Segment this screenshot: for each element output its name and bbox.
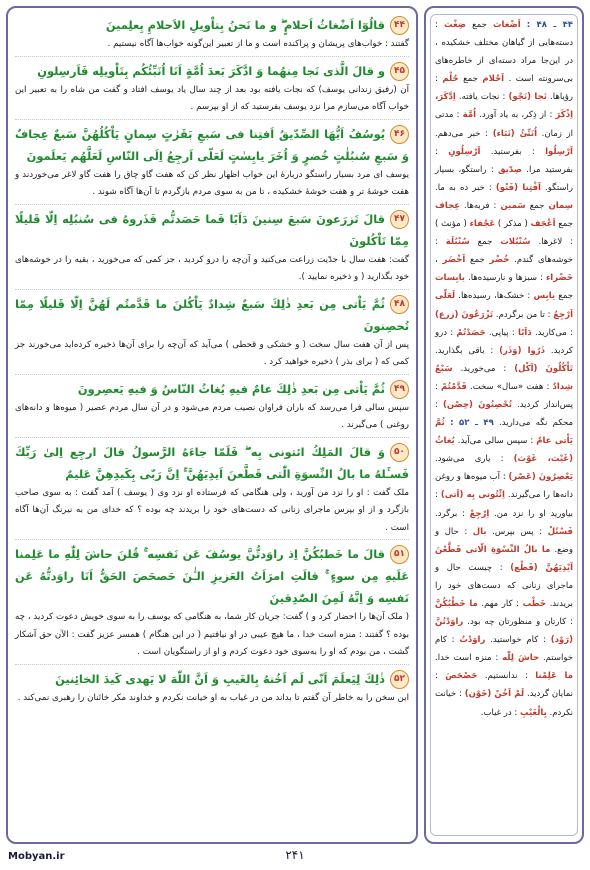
vocab-definition: : یاری می‌شود.	[435, 454, 514, 465]
vocab-definition: : محکم نگه می‌دارید.	[435, 399, 573, 429]
vocab-term: اَرْسِلُوا	[545, 146, 573, 157]
verse-arabic	[15, 293, 409, 337]
vocab-term: خَضْراء	[545, 273, 573, 284]
verse-number-badge: ۴۹	[390, 380, 409, 399]
vocab-definition: : منزه است خدا.	[435, 653, 503, 664]
vocab-definition: جمع	[458, 74, 483, 85]
page-number: ۲۴۱	[285, 848, 305, 862]
verse-translation: ملک گفت : او را نزد من آورید ، ولی هنگامی که فرستاده او نزد وی ( یوسف ) آمد گفت : به سوی صاحب بازگرد و از او بپرس ماجرای زنانی که دست‌های خود را بریدند چه بوده ؟ که خدای من به نیرنگ آن‌ها آگاه است .	[15, 487, 409, 533]
verse-arabic	[15, 123, 409, 167]
verse-arabic-text: ثُمَّ يَاْتى مِن بَعدِ ذٰلِكَ سَبعٌ شِدادٌ يَاْكُلنَ ما قَدَّمتُم لَهُنَّ اِلّا قَليلًا مِمّا تُحصِنونَ	[15, 296, 409, 333]
vocab-term: اِدَّكَرَ، اِذْكَرَ	[435, 92, 574, 121]
vocab-definition: : خبر ده به ما.	[435, 182, 496, 193]
vocab-term: اَخْضَر	[442, 255, 466, 266]
section-range: ۴۴ ـ ۴۸ :	[526, 20, 573, 30]
verse-translation: یوسف ای مرد بسیار راستگو دربارهٔ این خواب اظهار نظر کن که هفت گاو چاق را هفت گاو لاغر می‌خوردند و هفت خوشهٔ تر و هفت خوشهٔ خشکیده ، تا من به سوی مردم بازگردم تا آن‌ها آگاه شوند .	[15, 169, 409, 197]
verse-divider	[15, 374, 409, 375]
verse-divider	[15, 204, 409, 205]
verse-number-badge: ۴۸	[390, 295, 409, 314]
vocab-definition: : حال و وضع.	[435, 526, 573, 555]
vocab-definition: : کارتان و منظورتان چه بود.	[463, 617, 573, 628]
vocab-term: تَاْكُلُونَ (اَكْل)	[514, 363, 573, 374]
vocab-definition: : خوشه‌های گندم.	[435, 237, 573, 266]
vocab-definition: : از ذِکر، به یاد آورد.	[476, 110, 556, 121]
verse-arabic	[15, 60, 409, 82]
vocab-definition: جمع	[465, 255, 490, 266]
vocab-definition: : مدتی از زمان.	[435, 110, 574, 139]
vocab-term: سِمان	[548, 200, 573, 211]
verses-panel	[6, 6, 418, 844]
vocab-term: تُحْصِنُونَ (حِصْن)	[442, 399, 512, 410]
vocab-term: اِئْتُونى بِه (اَتى)	[440, 490, 505, 501]
vocab-term: ثُمَّ يَاْتى عامٌ	[435, 418, 573, 447]
verse-arabic	[15, 208, 409, 252]
vocab-definition: : کام خواستید.	[485, 635, 551, 646]
verse-translation: ( ملک آن‌ها را احضار کرد و ) گفت: جریان کار شما، به هنگامی که یوسف را به سوی خویش دعوت کردید ، چه بوده ؟ گفتند : منزه است خدا ، ما هیچ عیبی در او نیافتیم ( در این هنگام ) همسر عزیز گفت : الآن حق آشکار گشت ، من بودم که او را به‌سوی خود دعوت کردم و او از راستگویان است .	[15, 612, 409, 657]
vocab-definition: : پس بپرس.	[486, 526, 548, 537]
vocab-term: ما عَلِمْنا	[535, 671, 573, 682]
vocab-term: خُضْر	[489, 255, 510, 266]
vocab-definition: جمع	[466, 20, 493, 30]
verse-number-badge: ۵۰	[390, 443, 409, 462]
vocab-term: صِدّيق	[498, 164, 522, 175]
vocab-term: قَدَّمْتُمْ	[441, 381, 467, 392]
vocab-term: حاشَ لِلّٰه	[502, 653, 540, 664]
verse-translation: این سخن را به خاطر آن گفتم تا بداند من در غیاب به او خیانت نکردم و خداوند مکر خائنان را رهبری نمی‌کند .	[17, 692, 409, 703]
vocab-definition: : درو کردید.	[435, 327, 573, 356]
verse-divider	[15, 437, 409, 438]
vocab-definition: : پس‌انداز کردید.	[435, 381, 573, 410]
vocabulary-panel	[424, 6, 584, 844]
verse-block	[15, 441, 409, 538]
verse-divider	[15, 539, 409, 540]
verse-arabic	[15, 14, 409, 36]
vocab-term: اِرْجِعْ	[469, 508, 490, 519]
verse-number-badge: ۴۶	[390, 125, 409, 144]
verse-arabic	[15, 378, 409, 400]
vocab-term: راوَدْتُنَّ (رَوْد)	[435, 617, 573, 646]
verse-arabic-text: قالُوٓا اَضْغاثُ اَحلامٍ ۖ و ما نَحنُ بِتاْويلِ الاَحلامِ بِعلِمينَ	[105, 18, 385, 32]
vocab-definition: : رؤیاها.	[435, 74, 573, 103]
vocab-definition: : خبر می‌دهم.	[435, 128, 493, 139]
vocab-term: حَصْحَصَ	[445, 671, 478, 682]
vocab-term: خَطْب	[522, 599, 546, 609]
site-watermark: Mobyan.ir	[8, 851, 65, 862]
vocab-term: عِجاف	[435, 200, 460, 211]
vocab-definition: : سبزها و نارسیده‌ها.	[464, 273, 546, 284]
verse-divider	[15, 56, 409, 57]
vocab-term: دَاَبًا	[518, 327, 532, 338]
vocab-term: سَمين	[500, 200, 526, 211]
verse-translation: گفتند : خواب‌های پریشان و پراکنده است و ما از تعبیر این‌گونه خواب‌ها آگاه نیستیم .	[107, 39, 409, 49]
vocab-term: نَجا (نَجْو)	[508, 92, 547, 103]
vocab-term: سُنْبُلَة	[445, 237, 470, 248]
vocab-term: اُمَّة	[462, 110, 477, 121]
vocab-term: حُلْم	[442, 74, 459, 85]
vocab-definition: : دسته‌هایی از گیاهان مختلف خشکیده ، در این‌جا مراد دسته‌ای از خاطره‌های بی‌سرونته است .	[435, 20, 573, 85]
vocab-definition: : کار مهم.	[477, 599, 523, 609]
verse-block	[15, 668, 409, 708]
vocab-definition: : پیاپی.	[485, 327, 519, 338]
verse-number-badge: ۵۱	[390, 545, 409, 564]
vocab-term: لَعَلّى اَرْجِعُ	[435, 291, 573, 320]
vocab-definition: : می‌خورید.	[452, 363, 515, 374]
vocab-definition: : راستگو، بسیار راستگو.	[435, 164, 573, 193]
vocab-definition: : چیست حال و ماجرای زنانی که دست‌های خود را بریدند.	[435, 562, 573, 609]
verse-arabic-text: ثُمَّ يَاْتى مِن بَعدِ ذٰلِكَ عامٌ فيهِ يُغاثُ النّاسُ وَ فيهِ يَعصِرونَ	[77, 381, 385, 396]
vocab-term: يابِس	[533, 291, 556, 302]
vocab-definition: : بفرستید مرا.	[435, 146, 573, 175]
section-range: ۴۹ ـ ۵۲ :	[450, 418, 494, 429]
vocab-term: يُغاثُ (غَيْث، غَوْث)	[435, 436, 573, 465]
verse-translation: آن (رفیق زندانی یوسف) که نجات یافته بود بعد از چند سال یاد یوسف افتاد و گفت من شاه را به تعبیر این خواب آگاه می‌سازم مرا نزد یوسف بفرستید که از او بپرسم .	[15, 84, 409, 112]
vocab-definition: : خشک‌ها، رسیده‌ها.	[455, 291, 534, 302]
verse-arabic-text: وَ قالَ المَلِكُ ائتونى بِه ۖ فَلَمّا جاءَهُ الرَّسولُ قالَ ارجِع اِلىٰ رَبِّكَ فَسـَٔلهُ ما بالُ النِّسوَةِ الّٰتى قَطَّعنَ اَيدِيَهُنَّ ۚ اِنَّ رَبّى بِكَيدِهِنَّ عَليمٌ	[15, 444, 409, 481]
vocab-term: تَزْرَعُونَ (زرع)	[435, 309, 494, 320]
vocab-definition: : بیاورید او را نزد من.	[435, 490, 573, 519]
verse-block	[15, 123, 409, 202]
verse-arabic-text: ذٰلِكَ لِيَعلَمَ اَنّى لَم اَخُنهُ بِالغَيبِ وَ اَنَّ اللّٰهَ لا يَهدى كَيدَ الخائِنينَ	[55, 671, 385, 686]
vocab-definition: : سپس سالی می‌آید.	[454, 436, 537, 447]
verse-arabic-text: قالَ تَزرَعونَ سَبعَ سِنينَ دَاَبًا فَما حَصَدتُّم فَذَروهُ فى سُنبُلِه اِلّا قَليلًا مِمّا تَاْكُلونَ	[15, 211, 409, 248]
vocab-term: حَصَدْتُمْ	[456, 327, 486, 338]
verse-arabic-text: يُوسُفُ اَيُّهَا الصِّدّيقُ اَفتِنا فى سَبعِ بَقَرٰتٍ سِمانٍ يَاْكُلُهُنَّ سَبعٌ عِجافٌ وَ سَبعِ سُنبُلٰتٍ خُضرٍ وَ اُخَرَ يابِسٰتٍ لَعَلّى اَرجِعُ اِلَى النّاسِ لَعَلَّهُم يَعلَمونَ	[15, 126, 409, 163]
verse-divider	[15, 289, 409, 290]
vocab-term: ضِغْث	[444, 20, 467, 30]
vocab-term: لَمْ اَخُنْ (خَوْن)	[464, 689, 525, 700]
vocab-definition: ،	[435, 255, 443, 266]
verse-number-badge: ۴۷	[390, 210, 409, 229]
vocab-definition: : ندانستیم.	[477, 671, 536, 682]
vocab-term: سُنْبُلات	[500, 237, 531, 248]
vocab-term: ذَرُوا (وَذَر)	[499, 345, 546, 356]
vocab-definition: جمع	[525, 200, 549, 211]
vocab-term: بِالْغَيْبِ	[519, 707, 547, 718]
vocab-definition: ( مؤنث ) : لاغرها.	[435, 219, 573, 248]
verse-translation: گفت: هفت سال با جدّیت زراعت می‌کنید و آن‌چه را درو کردید ، جز کمی که می‌خورید ، بقیه را در خوشه‌های خود بگذارید ( و ذخیره نمایید ).	[15, 254, 409, 282]
vocab-term: فَسْئَلْ	[547, 526, 573, 537]
vocab-definition: : کام خواستم.	[435, 635, 573, 664]
vocab-term: ما بالُ النِّسْوَةِ الّاتى قَطَّعْنَ اَيْدِيَهُنَّ (قَطْع)	[435, 544, 574, 573]
vocab-definition: جمع	[469, 237, 501, 248]
vocab-term: راوَدْتُ	[459, 635, 486, 646]
verse-arabic-text: و قالَ الَّذى نَجا مِنهُما وَ ادَّكَرَ بَعدَ اُمَّةٍ اَنَا اُنَبِّئُكُم بِتَاْويلِه فَاَرسِلونِ	[37, 63, 385, 78]
vocabulary-text	[431, 14, 577, 724]
vocab-term: اَضْغاث	[492, 20, 521, 30]
vocab-definition: : باقی بگذارید.	[435, 345, 500, 356]
vocab-definition: : فربه‌ها.	[460, 200, 501, 211]
verse-block	[15, 60, 409, 117]
verse-arabic-text: قالَ ما خَطبُكُنَّ اِذ راوَدتُّنَّ يوسُفَ عَن نَفسِه ۚ قُلنَ حاشَ لِلّٰهِ ما عَلِمنا عَلَيهِ مِن سوءٍ ۚ قالَتِ امرَاَتُ العَزيزِ الـٰٔنَ حَصحَصَ الحَقُّ اَنَا راوَدتُّهُ عَن نَفسِه وَ اِنَّهُ لَمِنَ الصّٰدِقينَ	[15, 547, 409, 605]
verse-divider	[15, 119, 409, 120]
vocab-definition: : نجات یافته.	[455, 92, 509, 103]
vocab-definition: ( مذکر )	[495, 219, 531, 230]
vocab-definition: جمع	[555, 291, 573, 302]
vocab-definition: : آب میوه‌ها و روغن دانه‌ها را می‌گیرند.	[435, 472, 574, 501]
verse-number-badge: ۴۴	[390, 16, 409, 35]
vocab-term: يَعْصِرُونَ (عَصْر)	[508, 472, 573, 483]
vocab-term: يابِسات	[435, 273, 465, 284]
vocab-term: بال	[472, 526, 487, 537]
vocab-term: اَفْتِنا (فَتْو)	[495, 182, 541, 193]
verse-block	[15, 543, 409, 662]
verse-block	[15, 378, 409, 435]
verse-block	[15, 14, 409, 54]
verse-block	[15, 208, 409, 287]
verse-arabic	[15, 543, 409, 609]
verse-arabic	[15, 668, 409, 690]
vocab-definition: : برگرد.	[435, 508, 470, 519]
vocab-term: اَعْجَف	[530, 219, 556, 230]
verse-translation: پس از آن هفت سال سخت ( و خشکی و قحطی ) می‌آید که آن‌چه را برای آن‌ها ذخیره کرده‌اید می‌خورند جز کمی که ( برای بذر ) ذخیره خواهید کرد .	[15, 339, 409, 367]
vocab-definition: : بفرستید.	[480, 146, 546, 157]
vocab-term: ما خَطْبُكُنَّ	[435, 599, 478, 609]
vocab-term: عَجْفاء	[469, 219, 496, 230]
vocab-definition: : در غیاب.	[480, 707, 520, 718]
vocab-definition: جمع	[555, 219, 573, 230]
verse-number-badge: ۴۵	[390, 62, 409, 81]
verse-divider	[15, 664, 409, 665]
vocab-definition: : هفت «سال» سخت.	[466, 381, 553, 392]
vocab-definition: : تا من برگردم.	[493, 309, 554, 320]
verse-block	[15, 293, 409, 372]
vocab-definition: : نمایان گردید.	[435, 671, 573, 700]
verse-translation: سپس سالی فرا می‌رسد که باران فراوان نصیب مردم می‌شود و در آن سال مردم عصیر ( میوه‌ها و دانه‌های روغنی ) می‌گیرند .	[15, 402, 409, 430]
vocab-term: اَرْسِلُونِ	[448, 146, 481, 157]
vocab-term: سَبْعٌ شِدادٌ	[435, 363, 573, 392]
verse-arabic	[15, 441, 409, 485]
verse-number-badge: ۵۲	[390, 670, 409, 689]
vocab-definition: : خیانت نکردم.	[435, 689, 573, 718]
vocab-definition: : می‌کارید.	[531, 327, 573, 338]
vocab-term: اَحْلام	[482, 74, 505, 85]
vocab-term: اُنَبِّئُ (نَبَاء)	[492, 128, 537, 139]
